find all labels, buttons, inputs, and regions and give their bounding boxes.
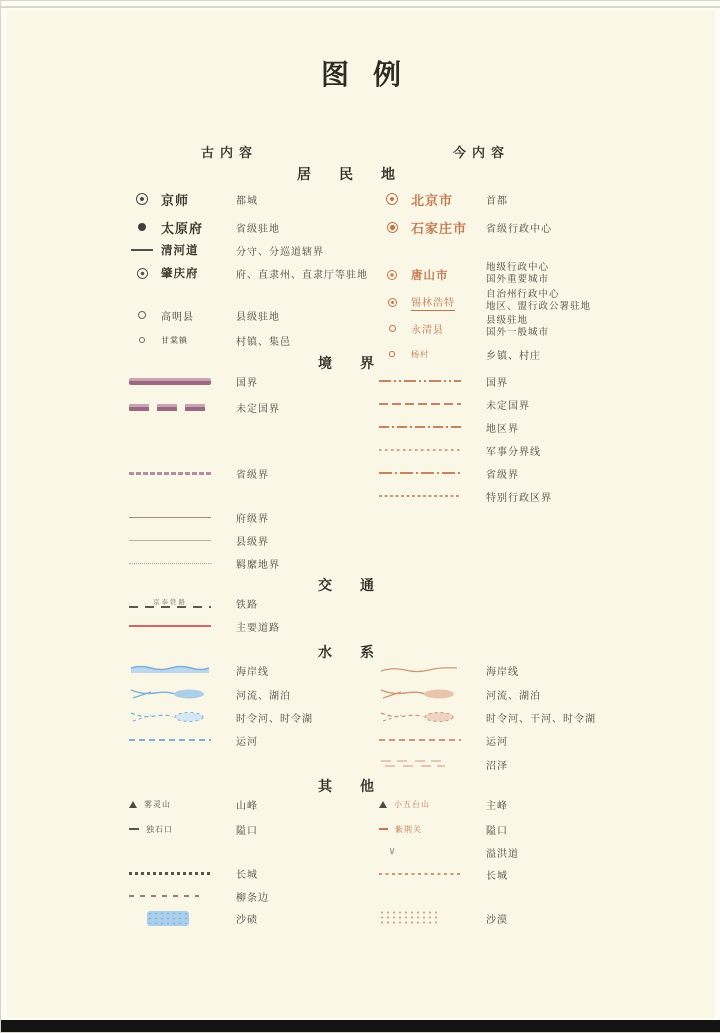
description-line: 国外重要城市 — [486, 274, 550, 285]
description-line: 海岸线 — [236, 666, 269, 678]
description-line: 地级行政中心 — [486, 263, 550, 273]
symbol-name: 石家庄市 — [411, 220, 468, 236]
sand-b-icon — [147, 911, 189, 926]
description-line: 府级界 — [236, 513, 269, 525]
description-line: 国界 — [486, 377, 508, 389]
description-line: 府、直隶州、直隶厅等驻地 — [236, 269, 368, 281]
description-line: 长城 — [236, 869, 258, 881]
greatwall-icon — [129, 872, 211, 875]
description-line: 羁縻地界 — [236, 559, 280, 571]
legend-row — [129, 863, 258, 883]
symbol-name: 杨村 — [411, 349, 429, 359]
symbol-example-name: 雾灵山 — [144, 799, 171, 809]
greatwall-icon — [129, 872, 211, 875]
legend-description — [236, 822, 258, 837]
description-line: 地区、盟行政公署驻地 — [486, 301, 592, 312]
mountain-pass-icon — [129, 828, 139, 830]
legend-description — [486, 911, 508, 926]
legend-description — [236, 911, 258, 926]
spill-icon — [379, 847, 405, 857]
symbol-name: 肇庆府 — [161, 268, 199, 280]
legend-row — [379, 794, 508, 814]
description-line: 铁路 — [236, 599, 258, 611]
description-line: 都城 — [236, 195, 258, 207]
description-line: 隘口 — [486, 825, 508, 837]
description-line: 主要道路 — [236, 622, 280, 634]
description-line: 河流、湖泊 — [236, 690, 291, 702]
legend-row — [379, 819, 508, 839]
legend-column-modern — [379, 1, 679, 1032]
description-line: 省级行政中心 — [486, 223, 552, 235]
legend-row — [379, 908, 508, 928]
legend-description — [236, 797, 258, 812]
section-header: 其他 — [318, 780, 402, 795]
description-line: 县级界 — [236, 536, 269, 548]
legend-description — [486, 797, 508, 812]
description-line: 未定国界 — [236, 403, 280, 415]
pass-o-icon — [379, 824, 422, 835]
description-line: 沙碛 — [236, 914, 258, 926]
symbol-name: 高明县 — [161, 311, 194, 323]
description-line: 柳条边 — [236, 892, 269, 904]
legend-row — [129, 886, 269, 906]
description-line: 海岸线 — [486, 666, 519, 678]
legend-row — [379, 842, 519, 862]
description-line: 县级驻地 — [486, 316, 529, 326]
peak-o-icon — [379, 799, 430, 810]
description-line: 首都 — [486, 195, 508, 207]
symbol-name: 清河道 — [161, 245, 199, 257]
legend-row — [129, 794, 258, 814]
section-header: 居民地 — [297, 168, 423, 183]
pass-icon — [129, 824, 173, 835]
symbol-name: 太原府 — [161, 220, 204, 236]
description-line: 山峰 — [236, 800, 258, 812]
description-line: 运河 — [236, 736, 258, 748]
description-line: 沼泽 — [486, 760, 508, 772]
description-line: 主峰 — [486, 800, 508, 812]
description-line: 地区界 — [486, 423, 519, 435]
symbol-example-name: 紫荆关 — [395, 824, 422, 834]
legend-row — [129, 908, 258, 928]
description-line: 隘口 — [236, 825, 258, 837]
symbol-example-name: 小五台山 — [394, 799, 430, 809]
legend-description — [486, 822, 508, 837]
page-title: 图例 — [320, 60, 425, 91]
description-line: 乡镇、村庄 — [486, 350, 541, 362]
symbol-name: 锡林浩特 — [411, 294, 455, 311]
sand-o-icon — [379, 910, 461, 926]
description-line: 国界 — [236, 377, 258, 389]
symbol-name: 北京市 — [411, 192, 454, 208]
symbol-name: 甘棠镇 — [161, 335, 188, 345]
description-line: 国外一般城市 — [486, 327, 550, 338]
description-line: 分守、分巡道辖界 — [236, 246, 324, 258]
mountain-peak-icon — [129, 801, 137, 808]
railway-name-label: 京奉铁路 — [153, 598, 187, 606]
description-line: 自治州行政中心 — [486, 290, 560, 300]
description-line: 时令河、时令湖 — [236, 713, 313, 725]
sand-o-icon — [379, 910, 437, 926]
willow-icon — [129, 895, 199, 897]
description-line: 长城 — [486, 870, 508, 882]
legend-description — [236, 866, 258, 881]
symbol-name: 永清县 — [411, 324, 444, 336]
spillway-icon: ∨ — [388, 846, 396, 857]
symbol-name: 京师 — [161, 192, 190, 208]
description-line: 县级驻地 — [236, 311, 280, 323]
description-line: 沙漠 — [486, 914, 508, 926]
legend-row — [129, 819, 258, 839]
description-line: 特别行政区界 — [486, 492, 552, 504]
symbol-name: 唐山市 — [411, 270, 449, 282]
description-line: 省级驻地 — [236, 223, 280, 235]
scan-bottom-bar — [1, 1020, 720, 1032]
greatwall-o-icon — [379, 873, 461, 876]
section-header: 交通 — [318, 579, 402, 594]
section-header: 境界 — [318, 357, 402, 372]
peak-icon — [129, 799, 171, 810]
description-line: 省级界 — [236, 469, 269, 481]
description-line: 运河 — [486, 736, 508, 748]
section-header: 水系 — [318, 646, 402, 661]
legend-description — [486, 845, 519, 860]
legend-row — [379, 864, 508, 884]
description-line: 省级界 — [486, 469, 519, 481]
mountain-pass-icon — [379, 828, 388, 830]
column-header-ancient: 古内容 — [201, 145, 259, 160]
description-line: 河流、湖泊 — [486, 690, 541, 702]
greatwall-o-icon — [379, 873, 461, 876]
description-line: 时令河、干河、时令湖 — [486, 713, 596, 725]
description-line: 军事分界线 — [486, 446, 541, 458]
description-line: 未定国界 — [486, 400, 530, 412]
description-line: 溢洪道 — [486, 848, 519, 860]
symbol-example-name: 独石口 — [146, 824, 173, 834]
willow-icon — [129, 895, 211, 897]
sand-b-icon — [129, 911, 211, 926]
mountain-peak-icon — [379, 801, 387, 808]
legend-description — [236, 889, 269, 904]
column-header-modern: 今内容 — [453, 145, 511, 160]
description-line: 村镇、集邑 — [236, 336, 291, 348]
legend-description — [486, 867, 508, 882]
